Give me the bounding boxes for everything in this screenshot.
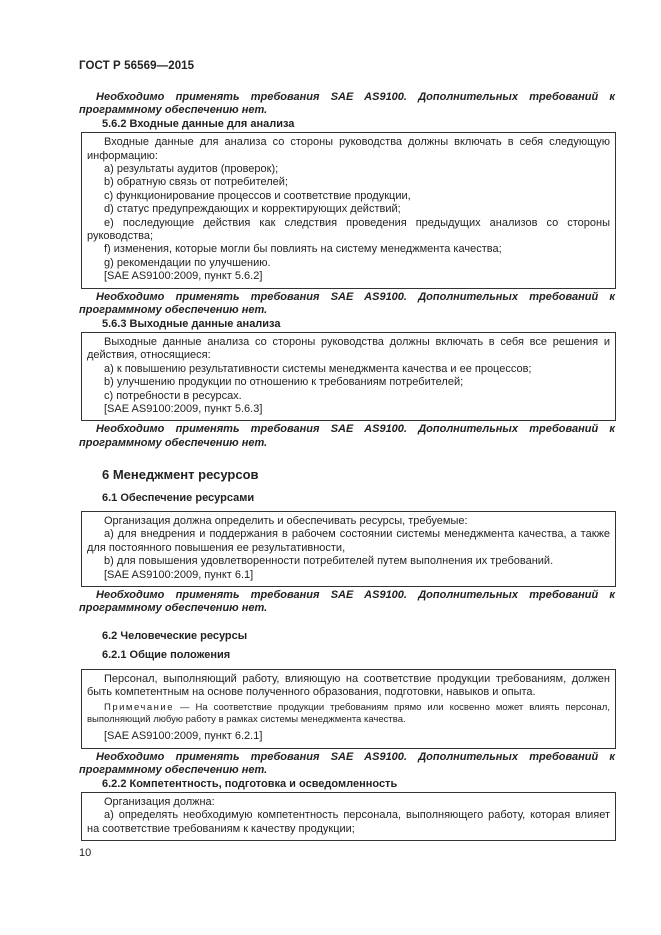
list-item: a) определять необходимую компетентность персонала, выполняющего работу, которая влияет на соответствие требованиям к качеству продукции; <box>87 809 610 835</box>
list-item: e) последующие действия как следствия проведения предыдущих анализов со стороны руководства; <box>87 216 610 243</box>
reference: [SAE AS9100:2009, пункт 6.1] <box>104 568 254 581</box>
requirement-note: Необходимо применять требования SAE AS9100. Дополнительных требований к программному обеспечению нет. <box>79 589 615 615</box>
requirement-note: Необходимо применять требования SAE AS9100. Дополнительных требований к программному обеспечению нет. <box>79 750 615 777</box>
list-item: b) улучшению продукции по отношению к требованиям потребителей; <box>104 376 464 389</box>
quote-box-5-6-3 <box>81 332 616 421</box>
quote-box-6-2-2 <box>81 792 616 841</box>
reference: [SAE AS9100:2009, пункт 5.6.3] <box>104 402 263 415</box>
section-heading-5-6-3: 5.6.3 Выходные данные анализа <box>102 317 281 330</box>
list-item: c) потребности в ресурсах. <box>104 389 242 402</box>
section-heading-6-2: 6.2 Человеческие ресурсы <box>102 629 248 642</box>
section-heading-6-2-1: 6.2.1 Общие положения <box>102 649 231 662</box>
section-heading-6-2-2: 6.2.2 Компетентность, подготовка и осведомленность <box>102 777 398 790</box>
quote-box-5-6-2 <box>81 132 616 288</box>
list-item: b) для повышения удовлетворенности потребителей путем выполнения их требований. <box>104 555 554 568</box>
quote-box-6-2-1 <box>81 669 616 749</box>
box-paragraph: Выходные данные анализа со стороны руководства должны включать в себя все решения и действия, относящиеся: <box>87 335 610 362</box>
document-header: ГОСТ Р 56569—2015 <box>79 60 195 72</box>
box-paragraph: Организация должна определить и обеспечивать ресурсы, требуемые: <box>104 514 468 527</box>
requirement-note: Необходимо применять требования SAE AS9100. Дополнительных требований к программному обеспечению нет. <box>79 423 615 449</box>
page-content <box>79 91 615 843</box>
section-heading-6: 6 Менеджмент ресурсов <box>102 467 259 483</box>
requirement-note: Необходимо применять требования SAE AS9100. Дополнительных требований к программному обеспечению нет. <box>79 91 615 117</box>
list-item: a) для внедрения и поддержания в рабочем состоянии системы менеджмента качества, а также для постоянного повышения ее результативности, <box>87 528 610 554</box>
list-item: c) функционирование процессов и соответствие продукции, <box>104 189 411 202</box>
reference: [SAE AS9100:2009, пункт 6.2.1] <box>104 730 263 743</box>
box-paragraph: Организация должна: <box>104 796 215 809</box>
box-paragraph: Входные данные для анализа со стороны руководства должны включать в себя следующую информацию: <box>87 136 610 162</box>
list-item: g) рекомендации по улучшению. <box>104 256 271 269</box>
note <box>87 702 610 726</box>
list-item: a) к повышению результативности системы менеджмента качества и ее процессов; <box>104 362 532 375</box>
list-item: b) обратную связь от потребителей; <box>104 176 288 189</box>
note-text: — На соответствие продукции требованиям прямо или косвенно может влиять персонал, выполняющий любую работу в рамках системы менеджмента качества. <box>87 702 610 726</box>
note-label: Примечание <box>104 702 174 714</box>
quote-box-6-1 <box>81 511 616 587</box>
reference: [SAE AS9100:2009, пункт 5.6.2] <box>104 270 263 283</box>
page-number: 10 <box>79 847 92 859</box>
list-item: a) результаты аудитов (проверок); <box>104 163 279 176</box>
list-item: d) статус предупреждающих и корректирующих действий; <box>104 203 401 216</box>
requirement-note: Необходимо применять требования SAE AS9100. Дополнительных требований к программному обеспечению нет. <box>79 290 615 317</box>
list-item: f) изменения, которые могли бы повлиять на систему менеджмента качества; <box>104 243 502 256</box>
section-heading-5-6-2: 5.6.2 Входные данные для анализа <box>102 117 295 130</box>
box-paragraph: Персонал, выполняющий работу, влияющую на соответствие продукции требованиям, должен быть компетентным на основе полученного образования, подготовки, навыков и опыта. <box>87 672 610 699</box>
section-heading-6-1: 6.1 Обеспечение ресурсами <box>102 491 255 504</box>
